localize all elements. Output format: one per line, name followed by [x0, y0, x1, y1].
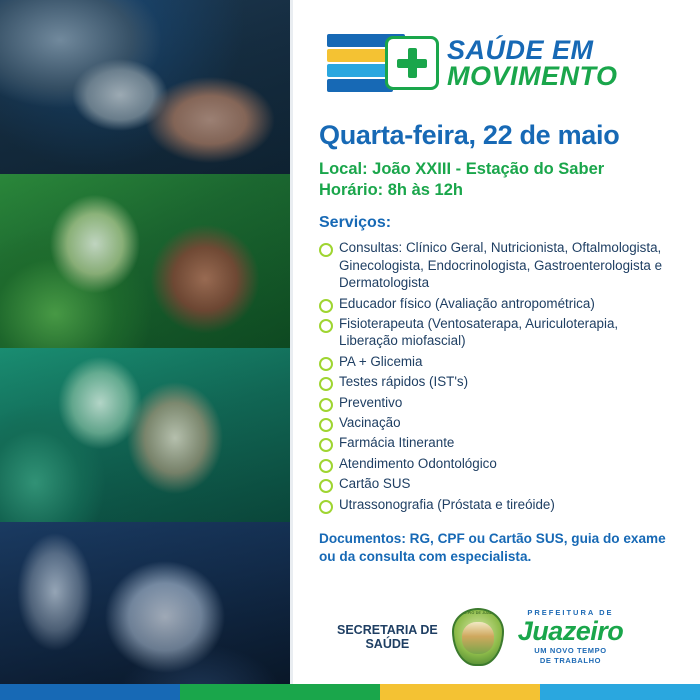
list-item: Preventivo [319, 394, 678, 411]
photo-health-screening [0, 348, 290, 522]
list-item: Vacinação [319, 414, 678, 431]
logo-stripe-blue-2 [327, 79, 393, 92]
photo-nurse-with-patient-tint [0, 174, 290, 348]
logo-line-1: SAÚDE EM [447, 34, 594, 65]
photo-column [0, 0, 290, 700]
bar-blue [0, 684, 180, 700]
event-date-headline: Quarta-feira, 22 de maio [319, 120, 620, 150]
slogan-line-2: DE TRABALHO [539, 655, 602, 665]
slogan [518, 646, 624, 665]
brasao-municipio-icon [452, 608, 504, 666]
services-heading: Serviços: [319, 214, 392, 232]
footer-logos [319, 608, 678, 666]
prefeitura-label: PREFEITURA DE [527, 608, 614, 618]
bar-yellow [380, 684, 540, 700]
slogan-line-1: UM NOVO TEMPO [534, 646, 607, 656]
event-schedule: Horário: 8h às 12h [319, 180, 463, 199]
list-item: Fisioterapeuta (Ventosaterapa, Auriculoterapia, Liberação miofascial) [319, 315, 678, 350]
photo-ultrasound-exam-tint [0, 0, 290, 174]
photo-health-screening-tint [0, 348, 290, 522]
prefeitura-juazeiro-logo [518, 609, 624, 665]
secretaria-line-1: SECRETARIA DE [337, 622, 438, 637]
photo-dental-care [0, 522, 290, 700]
logo-line-2: MOVIMENTO [447, 61, 618, 91]
content-column [293, 0, 700, 700]
list-item: Testes rápidos (IST's) [319, 373, 678, 390]
brand-logo [327, 32, 678, 94]
medical-cross-icon [385, 36, 439, 90]
list-item: Educador físico (Avaliação antropométrica) [319, 295, 678, 312]
city-name: Juazeiro [517, 615, 624, 646]
logo-mark [327, 32, 435, 94]
list-item: Atendimento Odontológico [319, 455, 678, 472]
bar-lightblue [540, 684, 700, 700]
photo-ultrasound-exam [0, 0, 290, 174]
bar-green [180, 684, 380, 700]
secretaria-line-2: SAÚDE [365, 637, 410, 651]
documents-note: Documentos: RG, CPF ou Cartão SUS, guia do exame ou da consulta com especialista. [319, 531, 666, 564]
photo-nurse-with-patient [0, 174, 290, 348]
event-location: Local: João XXIII - Estação do Saber [319, 160, 605, 178]
event-details [319, 159, 678, 200]
list-item: PA + Glicemia [319, 353, 678, 370]
secretaria-saude-logo [337, 623, 438, 652]
list-item: Utrassonografia (Próstata e tireóide) [319, 496, 678, 513]
list-item: Consultas: Clínico Geral, Nutricionista, Oftalmologista, Ginecologista, Endocrinologista, Gastroenterologista e Dermatologista [319, 239, 678, 291]
list-item: Cartão SUS [319, 475, 678, 492]
brasao-caption: MUNICÍPIO DE JUAZEIRO [453, 611, 502, 615]
services-list [319, 239, 678, 516]
list-item: Farmácia Itinerante [319, 434, 678, 451]
photo-dental-care-tint [0, 522, 290, 700]
logo-wordmark [447, 34, 618, 91]
bottom-color-bar [0, 684, 700, 700]
